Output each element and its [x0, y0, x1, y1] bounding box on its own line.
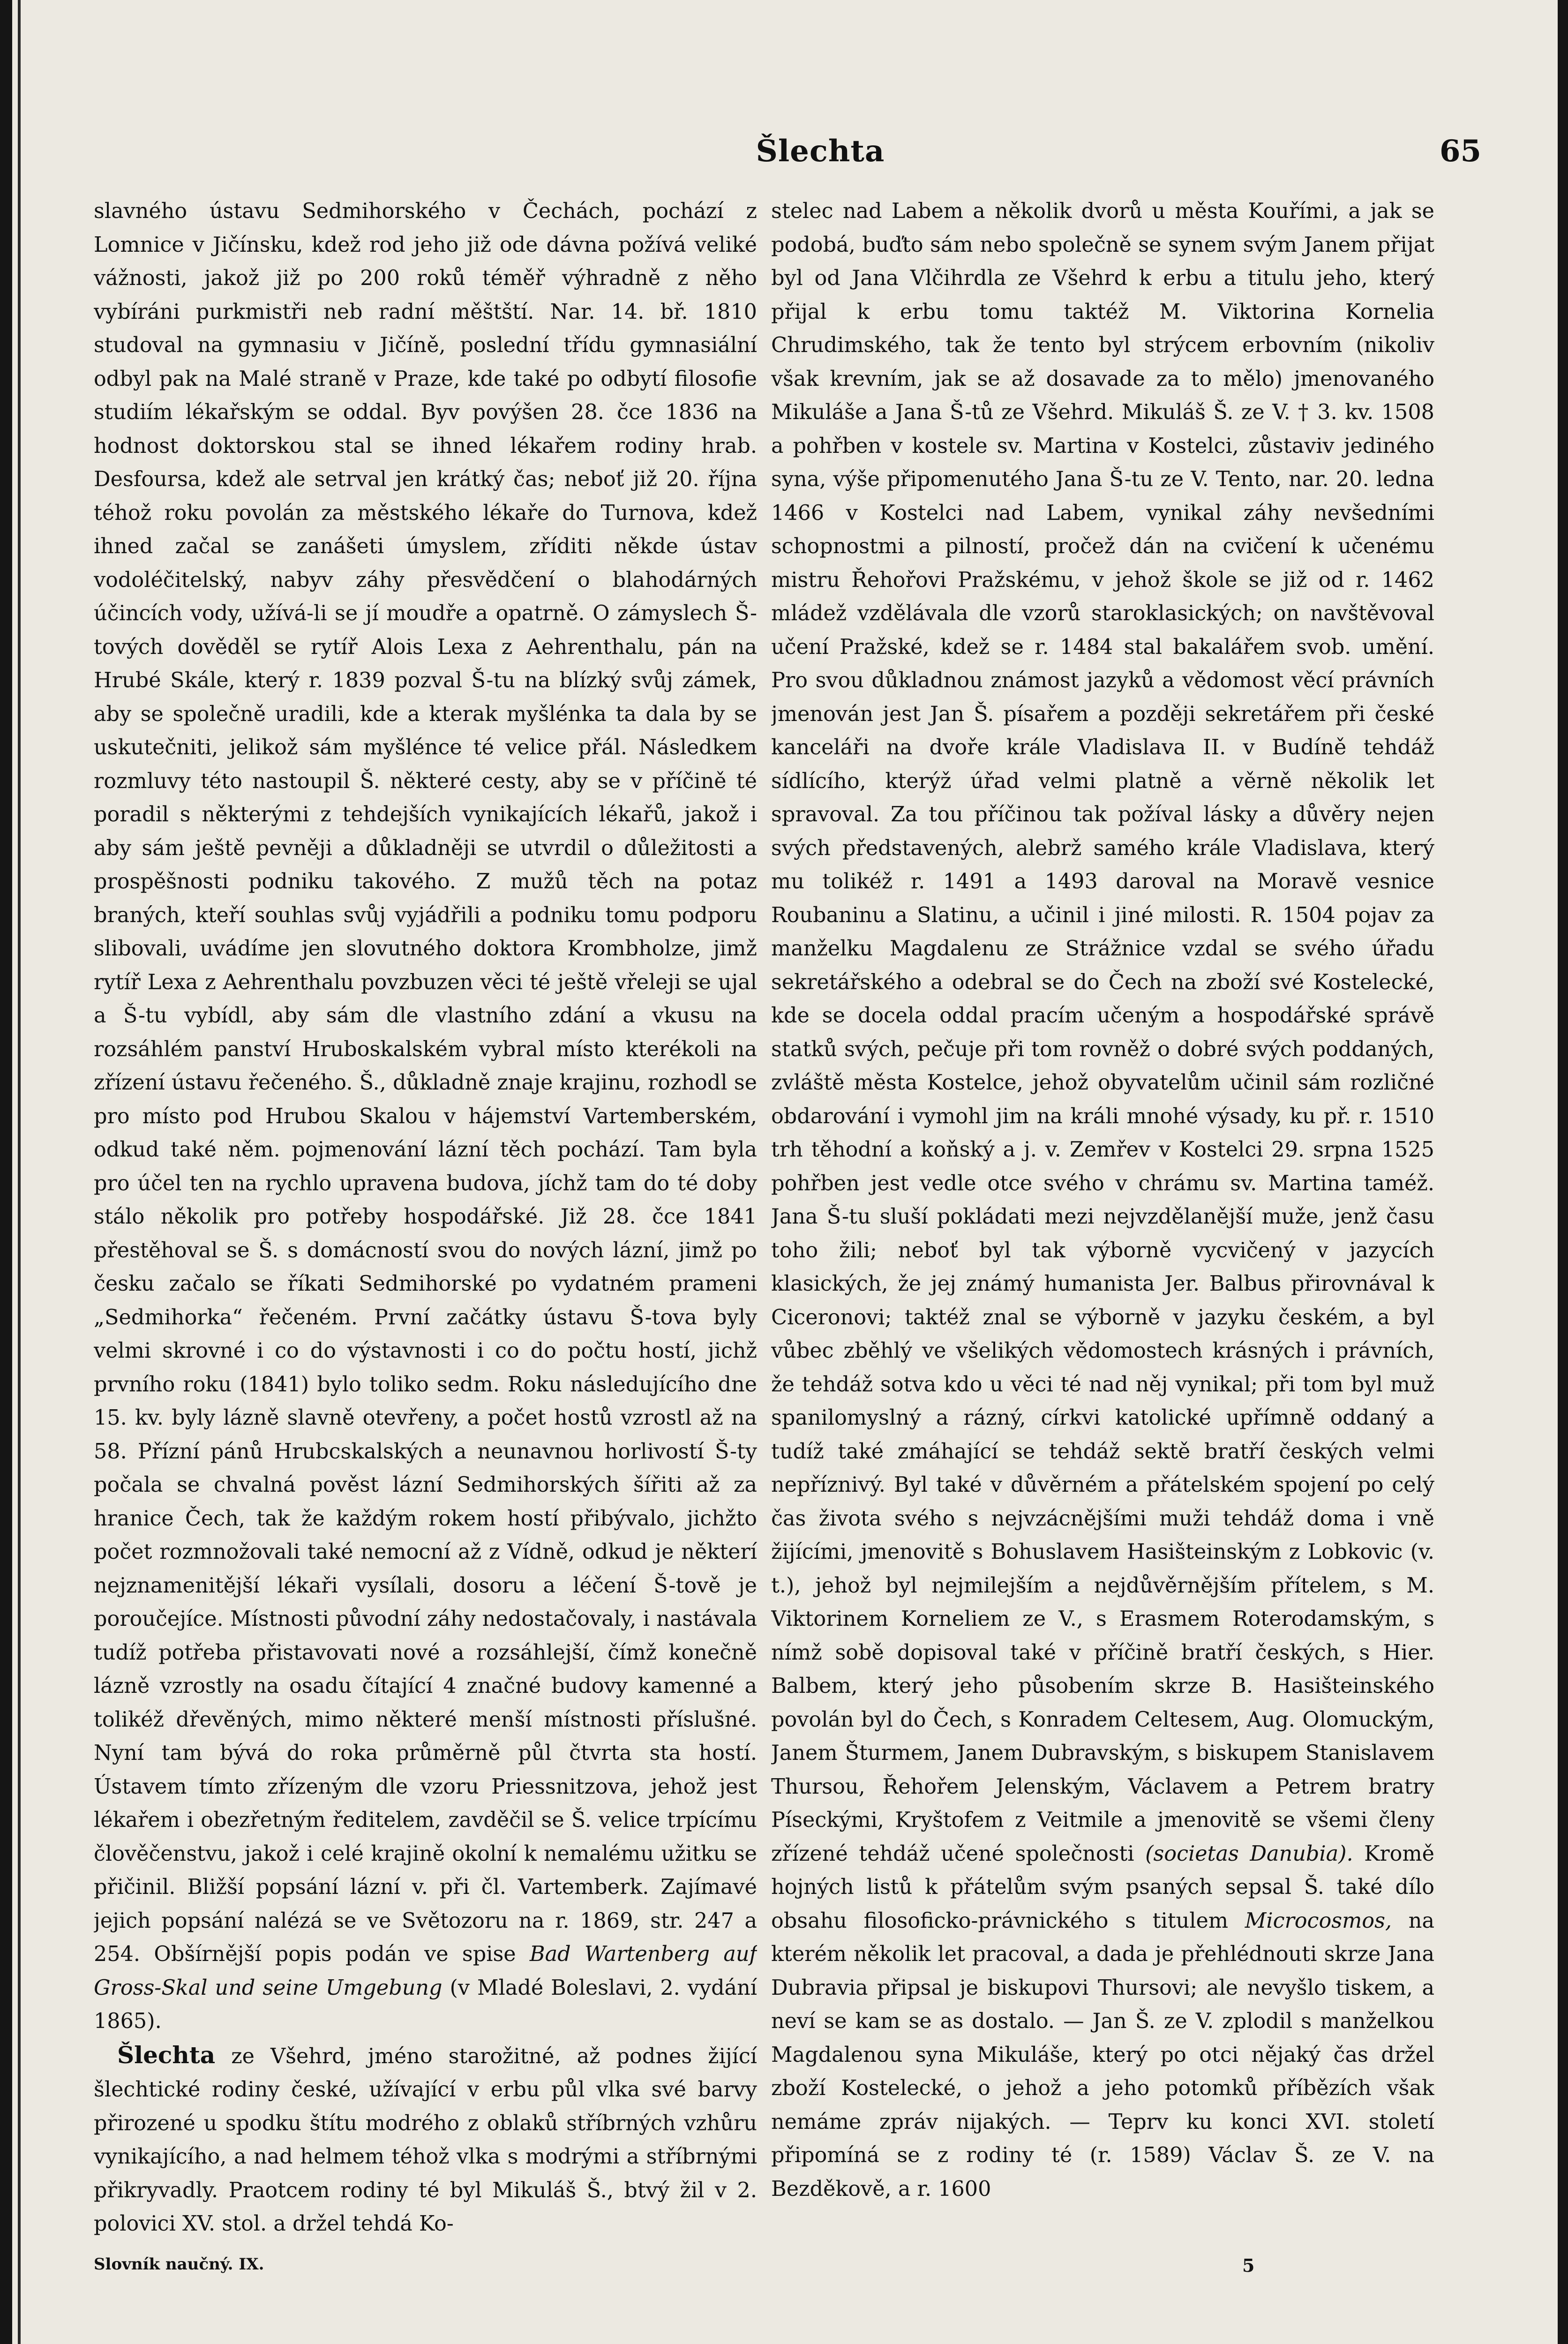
signature-line: Slovník naučný. IX. — [94, 2255, 264, 2274]
book-page — [94, 0, 1481, 2344]
right-column — [771, 195, 1434, 2248]
paragraph-text: slavného ústavu Sedmihorského v Čechách, pochází z Lomnice v Jičínsku, kdež rod jeho již ode dávna požívá veliké vážnosti, jakož již po 200 roků téměř výhradně z něho vybíráni purkmistři neb radní měštští. Nar. 14. bř. 1810 studoval na gymnasiu v Jičíně, poslední třídu gymnasiální odbyl pak na Malé straně v Praze, kde také po odbytí filosofie studiím lékařským se oddal. Byv povýšen 28. čce 1836 na hodnost doktorskou stal se ihned lékařem rodiny hrab. Desfoursa, kdež ale setrval jen krátký čas; neboť již 20. října téhož roku povolán za městského lékaře do Turnova, kdež ihned začal se zanášeti úmyslem, zříditi někde ústav vodoléčitelský, nabyv záhy přesvědčení o blahodárných účincích vody, užívá-li se jí moudře a opatrně. O zámyslech Š-tových dověděl se rytíř Alois Lexa z Aehrenthalu, pán na Hrubé Skále, který r. 1839 pozval Š-tu na blízký svůj zámek, aby se společně uradili, kde a kterak myšlénka ta dala by se uskutečniti, jelikož sám myšlénce té velice přál. Následkem rozmluvy této nastoupil Š. některé cesty, aby se v příčině té poradil s některými z tehdejších vynikajících lékařů, jakož i aby sám ještě pevněji a důkladněji se utvrdil o důležitosti a prospěšnosti podniku takového. Z mužů těch na potaz braných, kteří souhlas svůj vyjádřili a podniku tomu podporu slibovali, uvádíme jen slovutného doktora Krombholze, jimž rytíř Lexa z Aehrenthalu povzbuzen věci té ještě vřeleji se ujal a Š-tu vybídl, aby sám dle vlastního zdání a vkusu na rozsáhlém panství Hruboskalském vybral místo kterékoli na zřízení ústavu řečeného. Š., důkladně znaje krajinu, rozhodl se pro místo pod Hrubou Skalou v hájemství Vartemberském, odkud také něm. pojmenování lázní těch pochází. Tam byla pro účel ten na rychlo upravena budova, jíchž tam do té doby stálo několik pro potřeby hospodářské. Již 28. čce 1841 přestěhoval se Š. s domácností svou do nových lázní, jimž po česku začalo se říkati Sedmihorské po vydatném prameni „Sedmihorka“ řečeném. První začátky ústavu Š-tova byly velmi skrovné i co do výstavnosti i co do počtu hostí, jichž prvního roku (1841) bylo toliko sedm. Roku následujícího dne 15. kv. byly lázně slavně otevřeny, a počet hostů vzrostl až na 58. Přízní pánů Hrubcskalských a neunavnou horlivostí Š-ty počala se chvalná pověst lázní Sedmihorských šířiti až za hranice Čech, tak že každým rokem hostí přibývalo, jichžto počet rozmnožovali také nemocní až z Vídně, odkud je některí nejznamenitější lékaři vysílali, dosoru a léčení Š-tově je poroučejíce. Místnosti původní záhy nedostačovaly, i nastávala tudíž potřeba přistavovati nové a rozsáhlejší, čímž konečně lázně vzrostly na osadu čítající 4 značné budovy kamenné a tolikéž dřevěných, mimo některé menší místnosti příslušné. Nyní tam bývá do roka průměrně půl čtvrta sta hostí. Ústavem tímto zřízeným dle vzoru Priessnitzova, jehož jest lékařem i obezřetným ředitelem, zavděčil se Š. velice trpícímu člověčenstvu, jakož i celé krajině okolní k nemalému užitku se přičinil. Bližší popsání lázní v. při čl. Vartemberk. Zajímavé jejich popsání nalézá se ve Světozoru na r. 1869, str. 247 a 254. Obšírnější popis podán ve spise — [94, 199, 757, 1966]
entry-text: ze Všehrd, jméno starožitné, až podnes žijící šlechtické rodiny české, užívající v erbu půl vlka své barvy přirozené u spodku štítu modrého z oblaků stříbrných vzhůru vynikajícího, a nad helmem téhož vlka s modrými a stříbrnými přikryvadly. Praotcem rodiny té byl Mikuláš Š., btvý žil v 2. polovici XV. stol. a držel tehdá Ko- — [94, 2044, 757, 2236]
scan-binding-shadow — [18, 0, 21, 2344]
scan-binding-edge — [0, 0, 12, 2344]
paragraph-continued — [771, 195, 1434, 2206]
running-head-title: Šlechta — [756, 134, 885, 169]
book-title: Bad Wartenberg auf Gross-Skal und seine Umgebung — [94, 1942, 757, 2000]
paragraph-text: stelec nad Labem a několik dvorů u města Kouřími, a jak se podobá, buďto sám nebo společně se synem svým Janem přijat byl od Jana Vlčihrdla ze Všehrd k erbu a titulu jeho, který přijal k erbu tomu taktéž M. Viktorina Kornelia Chrudimského, tak že tento byl strýcem erbovním (nikoliv však krevním, jak se až dosavade za to mělo) jmenovaného Mikuláše a Jana Š-tů ze Všehrd. Mikuláš Š. ze V. † 3. kv. 1508 a pohřben v kostele sv. Martina v Kostelci, zůstaviv jediného syna, výše připomenutého Jana Š-tu ze V. Tento, nar. 20. ledna 1466 v Kostelci nad Labem, vynikal záhy nevšedními schopnostmi a pilností, pročež dán na cvičení k učenému mistru Řehořovi Pražskému, v jehož škole se již od r. 1462 mládež vzdělávala dle vzorů staroklasických; on navštěvoval učení Pražské, kdež se r. 1484 stal bakalářem svob. umění. Pro svou důkladnou známost jazyků a vědomost věcí právních jmenován jest Jan Š. písařem a později sekretářem při české kanceláři na dvoře krále Vladislava II. v Budíně tehdáž sídlícího, kterýž úřad velmi platně a věrně několik let spravoval. Za tou příčinou tak požíval lásky a důvěry nejen svých představených, alebrž samého krále Vladislava, který mu tolikéž r. 1491 a 1493 daroval na Moravě vesnice Roubaninu a Slatinu, a učinil i jiné milosti. R. 1504 pojav za manželku Magdalenu ze Strážnice vzdal se svého úřadu sekretářského a odebral se do Čech na zboží své Kostelecké, kde se docela oddal pracím učeným a hospodářské správě statků svých, pečuje při tom rovněž o dobré svých poddaných, zvláště města Kostelce, jehož obyvatelům učinil sám rozličné obdarování i vymohl jim na králi mnohé výsady, ku př. r. 1510 trh těhodní a koňský a j. v. Zemřev v Kostelci 29. srpna 1525 pohřben jest vedle otce svého v chrámu sv. Martina taméž. Jana Š-tu sluší pokládati mezi nejvzdělanější muže, jenž času toho žili; neboť byl tak výborně vycvičený v jazycích klasických, že jej známý humanista Jer. Balbus přirovnával k Ciceronovi; taktéž znal se výborně v jazyku českém, a byl vůbec zběhlý ve všelikých vědomostech krásných i právních, že tehdáž sotva kdo u věci té nad něj vynikal; při tom byl muž spanilomyslný a rázný, církvi katolické upřímně oddaný a tudíž také zmáhající se tehdáž sektě bratří českých velmi nepříznivý. Byl také v důvěrném a přátelském spojení po celý čas života svého s nejvzácnějšími muži tehdáž doma i vně žijícími, jmenovitě s Bohuslavem Hasišteinským z Lobkovic (v. t.), jehož byl nejmilejším a nejdůvěrnějším přítelem, s M. Viktorinem Korneliem ze V., s Erasmem Roterodamským, s nímž sobě dopisoval také v příčině bratří českých, s Hier. Balbem, který jeho působením skrze B. Hasišteinského povolán byl do Čech, s Konradem Celtesem, Aug. Olomuckým, Janem Šturmem, Janem Dubravským, s biskupem Stanislavem Thursou, Řehořem Jelenským, Václavem a Petrem bratry Píseckými, Kryštofem z Veitmile a jmenovitě se všemi členy zřízené tehdáž učené společnosti — [771, 199, 1434, 1866]
paragraph-tail: na kterém několik let pracoval, a dada je přehlédnouti skrze Jana Dubravia připsal je biskupovi Thursovi; ale nevyšlo tiskem, a neví se kam se as dostalo. — Jan Š. ze V. zplodil s manželkou Magdalenou syna Mikuláše, který po otci nějaký čas držel zboží Kostelecké, o jehož a jeho potomků příbězích však nemáme zpráv nijakých. — Teprv ku konci XVI. století připomíná se z rodiny té (r. 1589) Václav Š. ze V. na Bezděkově, a r. 1600 — [771, 1908, 1434, 2201]
work-title: Microcosmos, — [1245, 1908, 1392, 1933]
entry-headword: Šlechta — [117, 2041, 216, 2069]
page-number: 65 — [1439, 134, 1481, 169]
scan-right-edge — [1558, 0, 1568, 2344]
paragraph-text-mid: Kromě hojných listů k přátelům svým psaných sepsal Š. také dílo obsahu filosoficko-právnického s titulem — [771, 1841, 1434, 1933]
latin-term: (societas Danubia). — [1145, 1841, 1353, 1866]
sheet-mark: 5 — [1242, 2255, 1255, 2276]
paragraph-continued — [94, 195, 757, 2038]
left-column — [94, 195, 757, 2248]
dictionary-entry — [94, 2038, 757, 2241]
paragraph-tail: (v Mladé Boleslavi, 2. vydání 1865). — [94, 1976, 757, 2033]
